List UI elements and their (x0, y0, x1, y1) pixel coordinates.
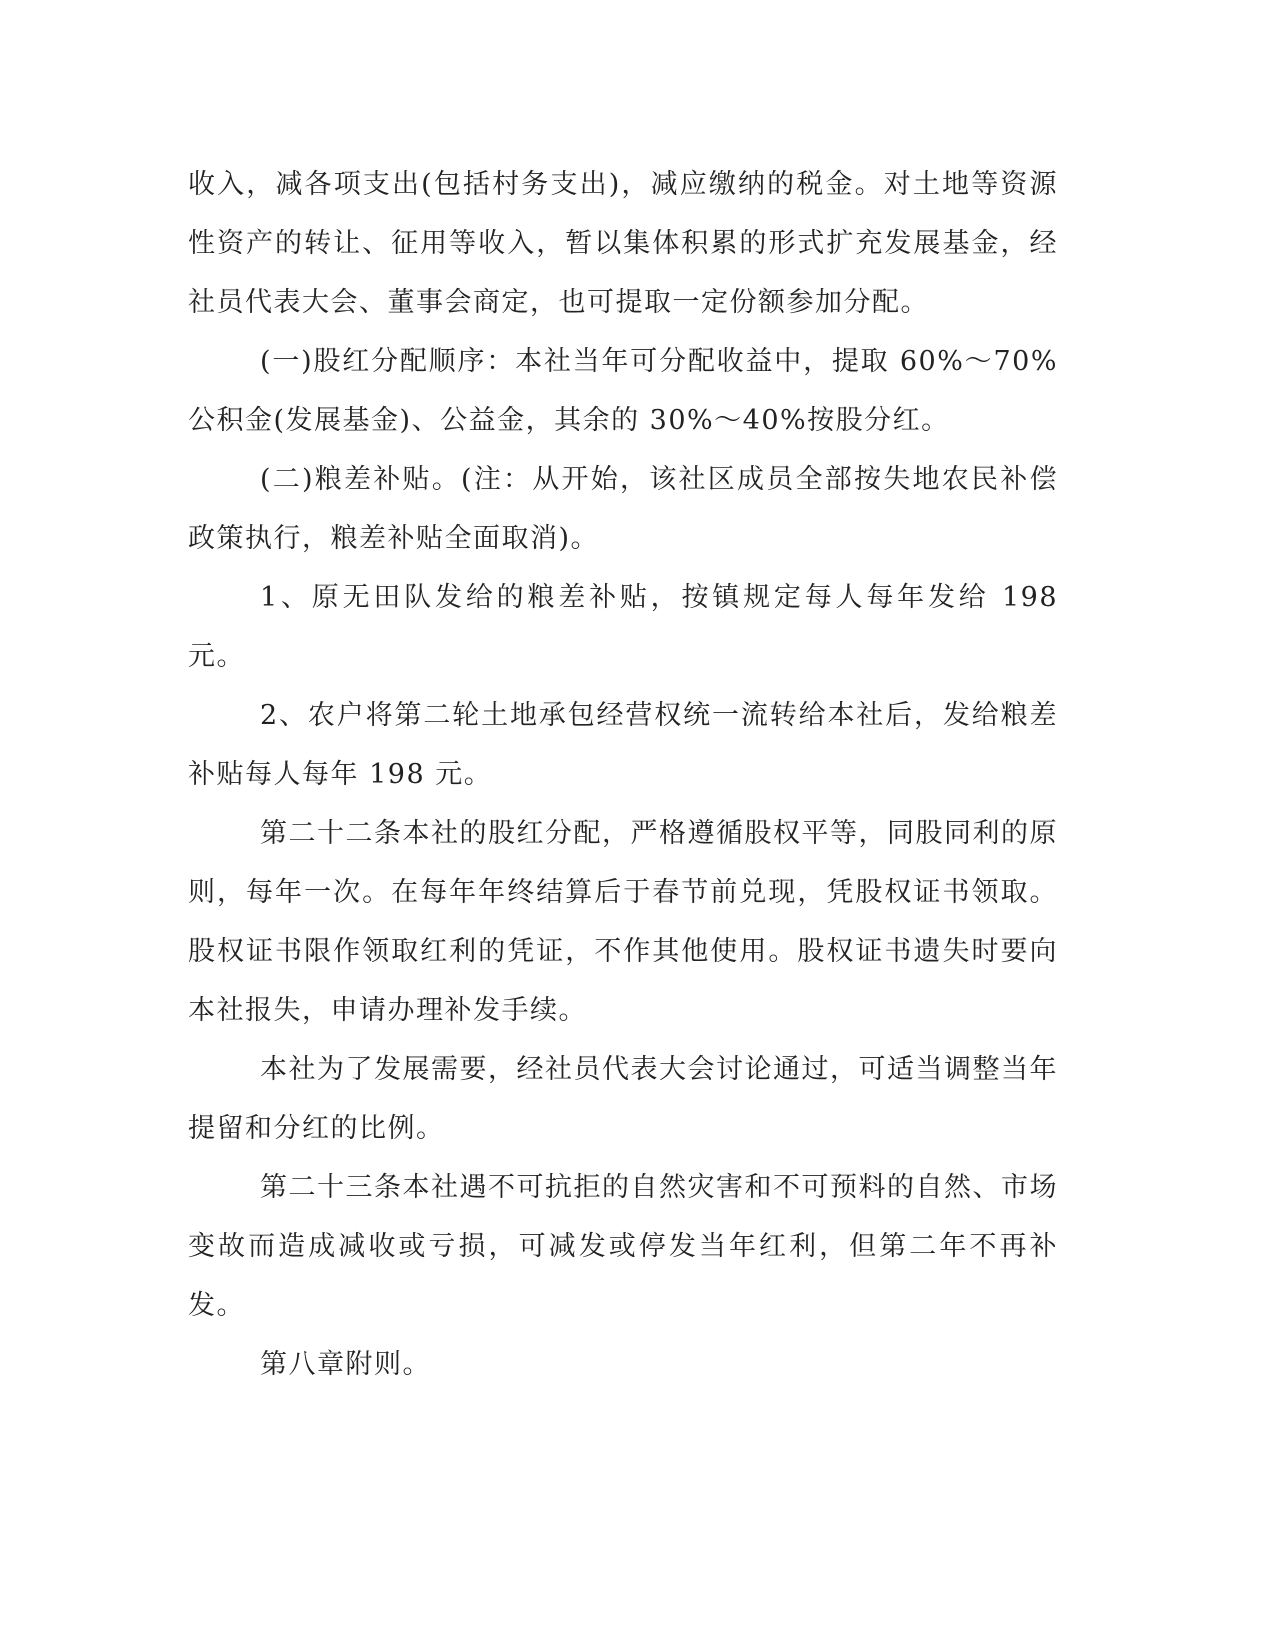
paragraph-dividend-order: (一)股红分配顺序：本社当年可分配收益中，提取 60%～70%公积金(发展基金)、公益金，其余的 30%～40%按股分红。 (188, 346, 1058, 436)
paragraph-ratio-adjustment: 本社为了发展需要，经社员代表大会讨论通过，可适当调整当年提留和分红的比例。 (188, 1054, 1058, 1144)
document-body (188, 155, 1058, 1394)
paragraph-subsidy-item-1: 1、原无田队发给的粮差补贴，按镇规定每人每年发给 198 元。 (188, 582, 1058, 672)
paragraph-subsidy-item-2: 2、农户将第二轮土地承包经营权统一流转给本社后，发给粮差补贴每人每年 198 元。 (188, 700, 1058, 790)
paragraph-grain-subsidy: (二)粮差补贴。(注：从开始，该社区成员全部按失地农民补偿政策执行，粮差补贴全面取消)。 (188, 464, 1058, 554)
paragraph-chapter-8: 第八章附则。 (260, 1349, 431, 1380)
paragraph-income-deduction: 收入，减各项支出(包括村务支出)，减应缴纳的税金。对土地等资源性资产的转让、征用等收入，暂以集体积累的形式扩充发展基金，经社员代表大会、董事会商定，也可提取一定份额参加分配。 (188, 169, 1058, 318)
paragraph-article-23: 第二十三条本社遇不可抗拒的自然灾害和不可预料的自然、市场变故而造成减收或亏损，可减发或停发当年红利，但第二年不再补发。 (188, 1172, 1058, 1321)
paragraph-article-22: 第二十二条本社的股红分配，严格遵循股权平等，同股同利的原则，每年一次。在每年年终结算后于春节前兑现，凭股权证书领取。股权证书限作领取红利的凭证，不作其他使用。股权证书遗失时要向本社报失，申请办理补发手续。 (188, 818, 1058, 1026)
